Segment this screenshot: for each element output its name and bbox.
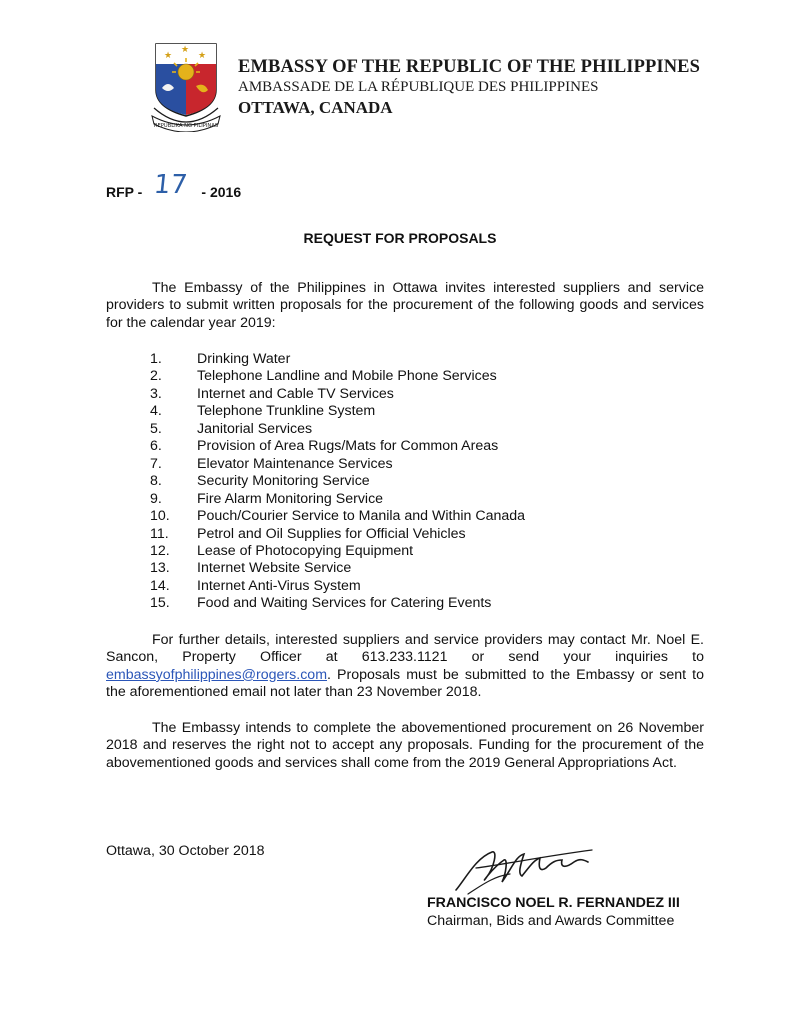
signer-block — [427, 894, 680, 930]
list-item-number: 7. — [150, 455, 162, 472]
list-item — [150, 368, 525, 385]
list-item — [150, 403, 525, 420]
list-item-text: Drinking Water — [197, 351, 291, 367]
list-item-text: Lease of Photocopying Equipment — [197, 542, 414, 559]
embassy-name-en: EMBASSY OF THE REPUBLIC OF THE PHILIPPINES — [238, 57, 700, 77]
list-item-number: 8. — [150, 473, 162, 490]
list-item-number: 9. — [150, 490, 162, 507]
list-item-number: 13. — [150, 560, 170, 577]
rfp-year: - 2016 — [201, 184, 242, 200]
list-item — [150, 491, 525, 508]
list-item-text: Janitorial Services — [197, 420, 313, 437]
rfp-number — [106, 170, 242, 204]
list-item — [150, 578, 525, 595]
list-item-text: Food and Waiting Services for Catering Events — [197, 595, 492, 612]
rfp-prefix: RFP - — [106, 184, 143, 200]
list-item-text: Fire Alarm Monitoring Service — [197, 490, 384, 507]
list-item — [150, 351, 525, 368]
list-item — [150, 473, 525, 490]
svg-text:★: ★ — [164, 51, 173, 61]
document-title: REQUEST FOR PROPOSALS — [303, 230, 497, 246]
list-item-text: Internet and Cable TV Services — [197, 385, 394, 402]
seal-ribbon-text: REPUBLIKA NG PILIPINAS — [153, 123, 219, 129]
list-item-number: 12. — [150, 542, 170, 559]
list-item-number: 15. — [150, 595, 170, 612]
philippine-seal-logo — [146, 38, 226, 132]
procurement-list — [150, 351, 525, 613]
signer-position: Chairman, Bids and Awards Committee — [427, 913, 675, 929]
svg-text:★: ★ — [181, 45, 190, 55]
list-item-number: 14. — [150, 577, 170, 594]
list-item — [150, 421, 525, 438]
handwritten-signature — [446, 838, 596, 900]
contact-text-before: For further details, interested suppliers and service providers may contact Mr. Noel E. Sancon, Property Officer at 613.233.1121 or send your inquiries to — [106, 632, 704, 666]
list-item-text: Elevator Maintenance Services — [197, 455, 393, 472]
letterhead — [238, 56, 700, 119]
list-item-text: Provision of Area Rugs/Mats for Common Areas — [197, 438, 499, 455]
closing-paragraph — [106, 720, 704, 772]
embassy-location: OTTAWA, CANADA — [238, 98, 393, 117]
list-item — [150, 560, 525, 577]
list-item-number: 2. — [150, 368, 162, 385]
list-item — [150, 386, 525, 403]
list-item-number: 6. — [150, 438, 162, 455]
list-item-number: 1. — [150, 351, 162, 367]
list-item-text: Internet Website Service — [197, 560, 352, 577]
list-item — [150, 595, 525, 612]
list-item-text: Security Monitoring Service — [197, 473, 370, 490]
list-item-number: 5. — [150, 420, 162, 437]
intro-text: The Embassy of the Philippines in Ottawa invites interested suppliers and service providers to submit written proposals for the procurement of the following goods and services for the calendar year 2019: — [106, 280, 704, 331]
list-item — [150, 438, 525, 455]
list-item — [150, 508, 525, 525]
closing-text: The Embassy intends to complete the abovementioned procurement on 26 November 2018 and reserves the right not to accept any proposals. Funding for the procurement of the abovementioned goods and services shall come from the 2019 General Appropriations Act. — [106, 720, 704, 771]
contact-text-after: . Proposals must be submitted to the Embassy or sent to the aforementioned email not later than 23 November 2018. — [106, 666, 704, 701]
list-item-text: Telephone Trunkline System — [197, 403, 376, 420]
list-item — [150, 456, 525, 473]
list-item-number: 3. — [150, 385, 162, 402]
list-item-text: Internet Anti-Virus System — [197, 577, 361, 594]
embassy-name-fr: AMBASSADE DE LA RÉPUBLIQUE DES PHILIPPINES — [238, 79, 599, 95]
place-date: Ottawa, 30 October 2018 — [106, 843, 265, 859]
list-item — [150, 526, 525, 543]
contact-email-link[interactable]: embassyofphilippines@rogers.com — [106, 666, 328, 683]
list-item-number: 11. — [150, 525, 169, 542]
signer-name: FRANCISCO NOEL R. FERNANDEZ III — [427, 895, 680, 911]
list-item — [150, 543, 525, 560]
intro-paragraph — [106, 280, 704, 332]
svg-text:★: ★ — [198, 51, 207, 61]
list-item-text: Telephone Landline and Mobile Phone Services — [197, 368, 497, 385]
list-item-number: 4. — [150, 403, 162, 420]
list-item-text: Petrol and Oil Supplies for Official Vehicles — [197, 525, 466, 542]
list-item-number: 10. — [150, 508, 170, 525]
contact-paragraph — [106, 632, 704, 702]
rfp-handwritten-number: 17 — [152, 170, 189, 200]
list-item-text: Pouch/Courier Service to Manila and Within Canada — [197, 508, 526, 525]
